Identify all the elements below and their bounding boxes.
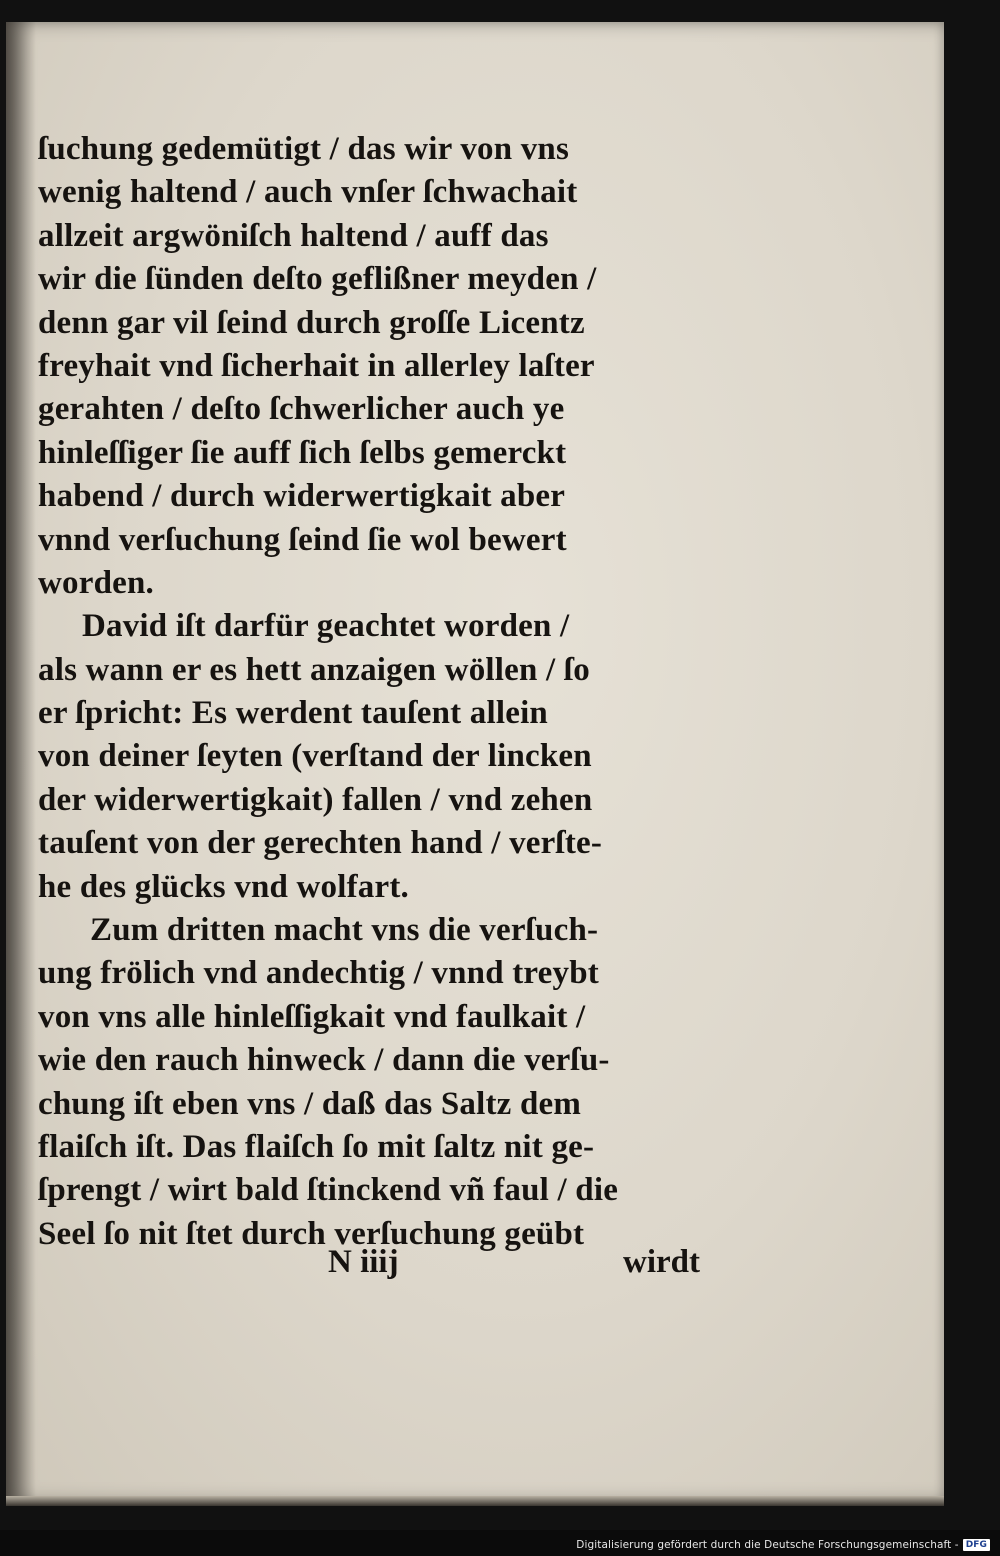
text-line: denn gar vil ſeind durch groſſe Licentz [38,304,585,341]
text-line: chung iſt eben vns / daß das Saltz dem [38,1085,582,1122]
paragraph-start-line: Zum dritten macht vns die verſuch- [90,912,599,949]
text-line: wir die ſünden deſto geflißner meyden / [38,261,597,298]
text-line: als wann er es hett anzaigen wöllen / ſo [38,651,590,688]
signature-mark: N iiij [328,1244,399,1280]
text-line: er ſpricht: Es werdent tauſent allein [38,695,548,732]
attribution-text: Digitalisierung gefördert durch die Deutsche Forschungsgemeinschaft - [576,1539,959,1551]
page-bottom-edge [6,1496,944,1506]
text-line: vnnd verſuchung ſeind ſie wol bewert [38,521,567,558]
text-line: freyhait vnd ſicherhait in allerley laſter [38,347,595,384]
text-line: wenig haltend / auch vnſer ſchwachait [38,174,578,211]
text-line: Seel ſo nit ſtet durch verſuchung geübt [38,1215,585,1252]
text-line: ſuchung gedemütigt / das wir von vns [38,131,570,167]
text-line: allzeit argwöniſch haltend / auff das [38,217,549,254]
catchword: wirdt [623,1244,700,1280]
text-line: hinleſſiger ſie auff ſich ſelbs gemerckt [38,434,567,471]
text-line: ung frölich vnd andechtig / vnnd treybt [38,955,599,992]
text-line: he des glücks vnd wolfart. [38,868,409,905]
text-line: wie den rauch hinweck / dann die verſu- [38,1042,610,1079]
text-line: flaiſch iſt. Das flaiſch ſo mit ſaltz nit ge- [38,1128,595,1165]
page-footer [38,1244,700,1288]
text-line: von vns alle hinleſſigkait vnd faulkait / [38,998,586,1035]
text-line: gerahten / deſto ſchwerlicher auch ye [38,391,565,428]
gutter-shadow [6,22,36,1502]
text-line: habend / durch widerwertigkait aber [38,478,566,515]
page-body-text [38,128,700,1256]
paragraph-start-line: David iſt darfür geachtet worden / [82,608,570,645]
text-line: tauſent von der gerechten hand / verſte- [38,825,603,862]
text-line: von deiner ſeyten (verſtand der lincken [38,738,592,775]
text-line: der widerwertigkait) fallen / vnd zehen [38,781,593,818]
dfg-logo: DFG [963,1539,990,1551]
text-line: worden. [38,564,154,601]
text-line: ſprengt / wirt bald ſtinckend vñ faul / die [38,1172,619,1209]
digitization-attribution [576,1537,990,1553]
